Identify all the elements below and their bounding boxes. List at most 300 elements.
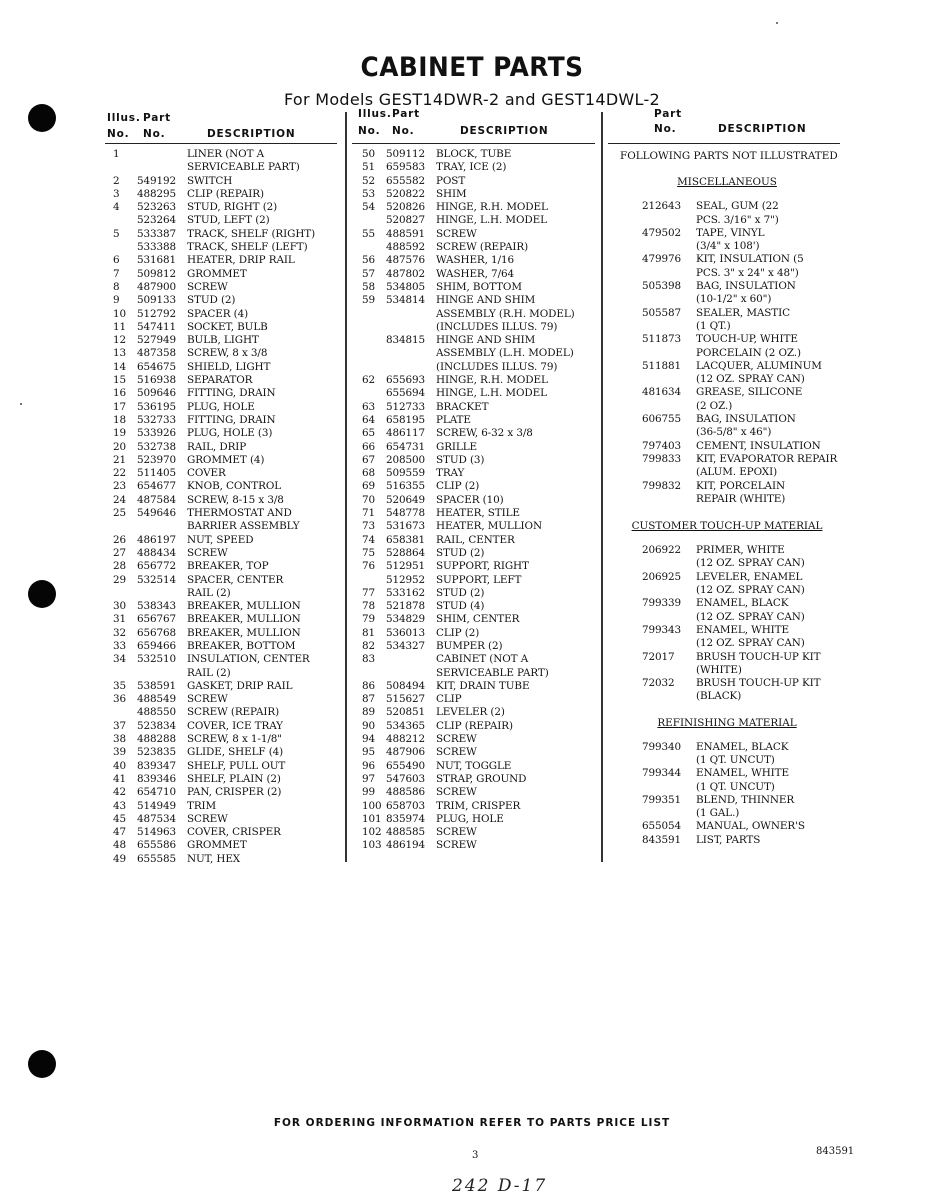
part-number: 799832	[642, 479, 682, 492]
part-row	[362, 640, 605, 653]
part-row	[362, 441, 605, 454]
part-description: NUT, TOGGLE	[436, 759, 512, 772]
part-description: (2 OZ.)	[696, 399, 733, 412]
illus-number: 43	[113, 799, 127, 812]
part-row	[362, 746, 605, 759]
part-description: STUD (4)	[436, 600, 485, 613]
header-part: Part	[143, 112, 171, 124]
illus-number: 89	[362, 706, 376, 719]
part-number: 512733	[386, 400, 426, 413]
part-description: HEATER, MULLION	[436, 520, 542, 533]
illus-number: 14	[113, 360, 127, 373]
illus-number: 64	[362, 413, 376, 426]
part-row	[620, 807, 852, 820]
part-description: CLIP (2)	[436, 480, 480, 493]
part-description: ASSEMBLY (L.H. MODEL)	[436, 347, 574, 360]
part-number: 487802	[386, 267, 426, 280]
part-number: 512951	[386, 560, 426, 573]
part-description: HINGE AND SHIM	[436, 294, 536, 307]
part-description: BLOCK, TUBE	[436, 148, 512, 160]
part-row	[113, 680, 345, 693]
part-row	[362, 427, 605, 440]
part-description: SHIELD, LIGHT	[187, 360, 271, 373]
part-number: 656768	[137, 626, 177, 639]
part-number: 488550	[137, 706, 177, 719]
part-row	[362, 347, 605, 360]
part-description: LEVELER (2)	[436, 706, 505, 719]
part-number: 548778	[386, 507, 426, 520]
illus-number: 1	[113, 148, 120, 160]
part-number: 655693	[386, 374, 426, 387]
part-row	[113, 800, 345, 813]
header-part-no: No.	[143, 128, 166, 140]
part-description: HINGE AND SHIM	[436, 334, 536, 347]
part-description: TRIM, CRISPER	[436, 799, 521, 812]
part-row	[113, 653, 345, 666]
header-part: Part	[654, 108, 682, 120]
part-number: 536195	[137, 400, 177, 413]
part-description: TRACK, SHELF (RIGHT)	[187, 227, 316, 240]
part-description: SEAL, GUM (22	[696, 200, 779, 213]
illus-number: 63	[362, 400, 376, 413]
part-row	[620, 834, 852, 847]
part-row	[620, 320, 852, 333]
illus-number: 73	[362, 520, 376, 533]
illus-number: 100	[362, 799, 382, 812]
part-description: ENAMEL, WHITE	[696, 767, 789, 780]
part-row	[620, 400, 852, 413]
part-description: SCREW	[436, 733, 477, 746]
part-description: SHIM, CENTER	[436, 613, 520, 626]
illus-number: 86	[362, 679, 376, 692]
part-row	[620, 440, 852, 453]
illus-number: 82	[362, 639, 376, 652]
part-number: 488288	[137, 733, 177, 746]
part-description: PAN, CRISPER (2)	[187, 786, 282, 799]
part-description: (INCLUDES ILLUS. 79)	[436, 320, 558, 333]
part-number: 532514	[137, 573, 177, 586]
part-number: 487906	[386, 746, 426, 759]
part-description: SCREW	[436, 227, 477, 240]
part-description: GASKET, DRIP RAIL	[187, 679, 293, 692]
illus-number: 65	[362, 427, 376, 440]
part-row	[362, 321, 605, 334]
part-row	[362, 374, 605, 387]
part-description: TRACK, SHELF (LEFT)	[187, 241, 308, 254]
part-description: ASSEMBLY (R.H. MODEL)	[436, 307, 575, 320]
part-number: 521878	[386, 600, 426, 613]
part-description: SOCKET, BULB	[187, 320, 268, 333]
illus-number: 57	[362, 267, 376, 280]
part-description: (3/4" x 108')	[696, 240, 760, 253]
part-number: 512952	[386, 573, 426, 586]
part-row	[362, 534, 605, 547]
part-number: 835974	[386, 812, 426, 825]
parts-list	[362, 148, 605, 853]
part-row	[113, 853, 345, 866]
part-row	[362, 281, 605, 294]
part-row	[620, 386, 852, 399]
part-row	[113, 175, 345, 188]
illus-number: 4	[113, 201, 120, 214]
part-row	[113, 786, 345, 799]
part-row	[113, 467, 345, 480]
part-row	[113, 214, 345, 227]
part-number: 843591	[642, 833, 682, 846]
part-row	[113, 441, 345, 454]
part-description: COVER, CRISPER	[187, 826, 281, 839]
section	[608, 717, 840, 847]
part-row	[362, 214, 605, 227]
part-description: BARRIER ASSEMBLY	[187, 520, 300, 533]
part-number: 509133	[137, 294, 177, 307]
part-description: CABINET (NOT A	[436, 653, 529, 666]
part-row	[113, 334, 345, 347]
part-row	[620, 611, 852, 624]
illus-number: 35	[113, 679, 127, 692]
part-row	[113, 321, 345, 334]
part-description: REPAIR (WHITE)	[696, 492, 786, 505]
parts-list	[620, 544, 852, 704]
part-number: 532510	[137, 653, 177, 666]
part-number: 799343	[642, 623, 682, 636]
illus-number: 5	[113, 227, 120, 240]
part-row	[620, 360, 852, 373]
part-row	[362, 667, 605, 680]
part-description: BREAKER, MULLION	[187, 613, 301, 626]
part-description: RAIL, DRIP	[187, 440, 247, 453]
part-description: SCREW, 8-15 x 3/8	[187, 493, 284, 506]
illus-number: 49	[113, 852, 127, 865]
part-number: 487584	[137, 493, 177, 506]
part-row	[362, 334, 605, 347]
part-number: 658195	[386, 413, 426, 426]
part-row	[362, 574, 605, 587]
illus-number: 48	[113, 839, 127, 852]
part-description: GROMMET (4)	[187, 453, 265, 466]
part-number: 528864	[386, 546, 426, 559]
part-row	[113, 587, 345, 600]
part-number: 656772	[137, 560, 177, 573]
part-description: POST	[436, 174, 466, 187]
part-description: SCREW, 8 x 1-1/8"	[187, 733, 282, 746]
part-number: 655582	[386, 174, 426, 187]
header-rule	[608, 143, 840, 145]
illus-number: 17	[113, 400, 127, 413]
part-row	[620, 240, 852, 253]
illus-number: 66	[362, 440, 376, 453]
part-number: 516355	[386, 480, 426, 493]
part-description: STUD, RIGHT (2)	[187, 201, 278, 214]
part-description: SCREW, 8 x 3/8	[187, 347, 268, 360]
part-row	[113, 693, 345, 706]
part-row	[620, 597, 852, 610]
part-number: 523970	[137, 453, 177, 466]
part-row	[620, 767, 852, 780]
part-description: BREAKER, TOP	[187, 560, 269, 573]
column-divider	[601, 112, 603, 862]
part-row	[620, 677, 852, 690]
part-description: BAG, INSULATION	[696, 413, 796, 426]
part-row	[113, 494, 345, 507]
part-row	[620, 571, 852, 584]
part-description: SCREW	[187, 693, 228, 706]
part-number: 72017	[642, 650, 675, 663]
illus-number: 16	[113, 387, 127, 400]
illus-number: 101	[362, 812, 382, 825]
part-row	[113, 228, 345, 241]
part-row	[620, 413, 852, 426]
part-row	[113, 401, 345, 414]
part-description: BAG, INSULATION	[696, 280, 796, 293]
part-row	[620, 307, 852, 320]
part-row	[362, 188, 605, 201]
illus-number: 23	[113, 480, 127, 493]
part-description: (INCLUDES ILLUS. 79)	[436, 360, 558, 373]
section	[608, 176, 840, 506]
part-description: RAIL (2)	[187, 666, 231, 679]
part-description: GROMMET	[187, 267, 247, 280]
part-number: 531681	[137, 254, 177, 267]
header-part-no: No.	[392, 125, 415, 137]
part-number: 659583	[386, 161, 426, 174]
part-number: 523264	[137, 214, 177, 227]
part-row	[362, 547, 605, 560]
part-description: COVER	[187, 467, 226, 480]
illus-number: 25	[113, 507, 127, 520]
illus-number: 52	[362, 174, 376, 187]
part-row	[362, 480, 605, 493]
part-row	[362, 414, 605, 427]
part-number: 509112	[386, 148, 426, 160]
part-row	[620, 493, 852, 506]
part-number: 520822	[386, 187, 426, 200]
part-description: CLIP (REPAIR)	[187, 187, 264, 200]
part-description: KIT, INSULATION (5	[696, 253, 804, 266]
illus-number: 12	[113, 334, 127, 347]
part-number: 536013	[386, 626, 426, 639]
part-description: GROMMET	[187, 839, 247, 852]
illus-number: 38	[113, 733, 127, 746]
illus-number: 36	[113, 693, 127, 706]
part-number: 486197	[137, 533, 177, 546]
illus-number: 55	[362, 227, 376, 240]
part-number: 547411	[137, 320, 177, 333]
illus-number: 79	[362, 613, 376, 626]
part-row	[113, 414, 345, 427]
part-description: SUPPORT, LEFT	[436, 573, 522, 586]
part-description: THERMOSTAT AND	[187, 507, 292, 520]
parts-list	[620, 200, 852, 506]
illus-number: 20	[113, 440, 127, 453]
part-row	[362, 161, 605, 174]
illus-number: 22	[113, 467, 127, 480]
part-description: NUT, HEX	[187, 852, 241, 865]
part-number: 72032	[642, 677, 675, 690]
part-description: HEATER, DRIP RAIL	[187, 254, 295, 267]
page-subtitle: For Models GEST14DWR-2 and GEST14DWL-2	[283, 90, 661, 109]
part-description: (12 OZ. SPRAY CAN)	[696, 584, 805, 597]
part-description: BRACKET	[436, 400, 489, 413]
illus-number: 90	[362, 719, 376, 732]
illus-number: 39	[113, 746, 127, 759]
part-description: LIST, PARTS	[696, 833, 761, 846]
illus-number: 103	[362, 839, 382, 852]
illus-number: 32	[113, 626, 127, 639]
part-number: 658703	[386, 799, 426, 812]
part-number: 606755	[642, 413, 682, 426]
part-description: KIT, EVAPORATOR REPAIR	[696, 452, 838, 465]
illus-number: 51	[362, 161, 376, 174]
illus-number: 83	[362, 653, 376, 666]
part-description: SCREW	[436, 826, 477, 839]
part-description: BRUSH TOUCH-UP KIT	[696, 650, 821, 663]
part-row	[113, 560, 345, 573]
part-row	[113, 520, 345, 533]
part-row	[113, 706, 345, 719]
part-row	[113, 720, 345, 733]
parts-column-3	[608, 108, 840, 847]
part-number: 479976	[642, 253, 682, 266]
part-number: 514963	[137, 826, 177, 839]
illus-number: 27	[113, 546, 127, 559]
illus-number: 71	[362, 507, 376, 520]
part-row	[362, 826, 605, 839]
column-header	[608, 108, 840, 144]
part-number: 547603	[386, 772, 426, 785]
part-description: SPACER (4)	[187, 307, 249, 320]
part-row	[113, 547, 345, 560]
part-number: 206922	[642, 544, 682, 557]
part-description: PLUG, HOLE	[436, 812, 504, 825]
illus-number: 18	[113, 413, 127, 426]
part-row	[620, 267, 852, 280]
part-number: 488549	[137, 693, 177, 706]
part-number: 509559	[386, 467, 426, 480]
part-number: 549192	[137, 174, 177, 187]
part-description: BREAKER, BOTTOM	[187, 639, 296, 652]
illus-number: 10	[113, 307, 127, 320]
illus-number: 53	[362, 187, 376, 200]
part-row	[362, 294, 605, 307]
parts-list	[113, 148, 345, 866]
document-number: 843591	[816, 1146, 855, 1157]
part-row	[362, 467, 605, 480]
illus-number: 56	[362, 254, 376, 267]
part-description: KIT, PORCELAIN	[696, 479, 785, 492]
part-number: 538343	[137, 600, 177, 613]
illus-number: 99	[362, 786, 376, 799]
part-row	[620, 373, 852, 386]
part-number: 509812	[137, 267, 177, 280]
part-row	[620, 651, 852, 664]
part-number: 534805	[386, 280, 426, 293]
part-row	[113, 161, 345, 174]
part-description: INSULATION, CENTER	[187, 653, 310, 666]
part-description: SCREW, 6-32 x 3/8	[436, 427, 533, 440]
punch-hole-bottom	[28, 1050, 56, 1078]
part-description: RAIL (2)	[187, 586, 231, 599]
part-number: 520827	[386, 214, 426, 227]
illus-number: 31	[113, 613, 127, 626]
part-row	[620, 741, 852, 754]
part-row	[362, 773, 605, 786]
part-description: STUD, LEFT (2)	[187, 214, 270, 227]
part-description: SWITCH	[187, 174, 233, 187]
part-row	[620, 466, 852, 479]
part-number: 486117	[386, 427, 426, 440]
part-description: LACQUER, ALUMINUM	[696, 359, 822, 372]
part-row	[113, 574, 345, 587]
part-row	[362, 494, 605, 507]
part-description: BLEND, THINNER	[696, 793, 795, 806]
part-row	[113, 640, 345, 653]
part-description: LEVELER, ENAMEL	[696, 570, 803, 583]
part-number: 488592	[386, 241, 426, 254]
part-number: 508494	[386, 679, 426, 692]
part-number: 212643	[642, 200, 682, 213]
illus-number: 102	[362, 826, 382, 839]
illus-number: 54	[362, 201, 376, 214]
part-row	[362, 254, 605, 267]
part-row	[362, 613, 605, 626]
part-number: 799351	[642, 793, 682, 806]
part-row	[113, 839, 345, 852]
part-number: 532733	[137, 413, 177, 426]
part-row	[620, 227, 852, 240]
part-row	[362, 361, 605, 374]
part-row	[620, 690, 852, 703]
page-number: 3	[472, 1150, 479, 1161]
header-description: DESCRIPTION	[207, 128, 296, 140]
header-illus: Illus.	[358, 108, 392, 120]
part-description: GLIDE, SHELF (4)	[187, 746, 284, 759]
part-row	[620, 280, 852, 293]
part-number: 654731	[386, 440, 426, 453]
illus-number: 95	[362, 746, 376, 759]
part-row	[362, 175, 605, 188]
illus-number: 21	[113, 453, 127, 466]
part-description: TAPE, VINYL	[696, 226, 765, 239]
section-title: CUSTOMER TOUCH-UP MATERIAL	[631, 520, 823, 533]
illus-number: 40	[113, 759, 127, 772]
part-row	[113, 281, 345, 294]
section-title: REFINISHING MATERIAL	[657, 716, 797, 729]
part-row	[362, 387, 605, 400]
illus-number: 24	[113, 493, 127, 506]
illus-number: 37	[113, 719, 127, 732]
part-row	[113, 733, 345, 746]
part-description: SEALER, MASTIC	[696, 306, 790, 319]
part-description: SPACER, CENTER	[187, 573, 284, 586]
part-number: 511873	[642, 333, 682, 346]
part-row	[113, 361, 345, 374]
part-number: 549646	[137, 507, 177, 520]
illus-number: 47	[113, 826, 127, 839]
part-row	[620, 544, 852, 557]
part-row	[362, 308, 605, 321]
part-number: 654677	[137, 480, 177, 493]
part-description: PORCELAIN (2 OZ.)	[696, 346, 801, 359]
part-description: BRUSH TOUCH-UP KIT	[696, 677, 821, 690]
header-illus-no: No.	[107, 128, 130, 140]
illus-number: 50	[362, 148, 376, 160]
part-row	[362, 600, 605, 613]
part-number: 534814	[386, 294, 426, 307]
illus-number: 81	[362, 626, 376, 639]
part-number: 797403	[642, 439, 682, 452]
part-number: 655054	[642, 820, 682, 833]
